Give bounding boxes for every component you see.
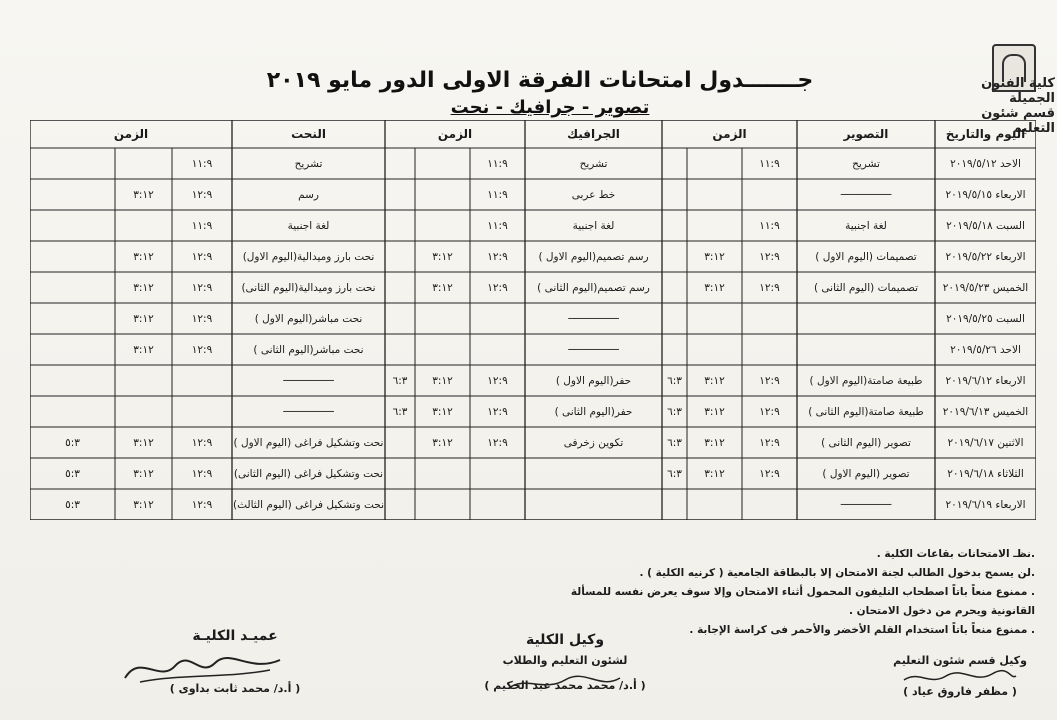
cell-sculpture-subject: لغة اجنبية <box>287 219 330 232</box>
cell-graphics-subject: رسم تصميم(اليوم الاول ) <box>538 250 649 263</box>
cell-sculpture-time <box>30 272 115 303</box>
cell-painting-subject: تصوير (اليوم الثانى ) <box>821 436 911 449</box>
cell-painting-time: ٦:٣ <box>667 374 682 387</box>
cell-painting-subject: طبيعة صامتة(اليوم الاول ) <box>809 374 923 387</box>
cell-graphics-time <box>385 272 415 303</box>
dean-title: عميـد الكليـة <box>192 628 278 644</box>
college-name: كلية الفنون الجميلة <box>981 76 1055 106</box>
cell-sculpture-subject: تشريح <box>294 157 323 170</box>
table-row-date: الخميس ٢٠١٩/٦/١٣ <box>942 405 1029 418</box>
cell-graphics-time: ١٢:٩ <box>487 405 508 418</box>
cell-painting-subject: تصوير (اليوم الاول ) <box>822 467 910 480</box>
cell-painting-time: ١٢:٩ <box>759 281 780 294</box>
cell-painting-time <box>662 148 687 179</box>
cell-graphics-time <box>385 458 415 489</box>
cell-painting-time <box>662 334 687 365</box>
cell-sculpture-time <box>30 148 115 179</box>
cell-painting-subject: طبيعة صامتة(اليوم الثانى ) <box>808 405 924 418</box>
cell-graphics-time: ٣:١٢ <box>432 281 453 294</box>
cell-painting-time <box>742 179 797 210</box>
cell-graphics-time: ١١:٩ <box>487 219 508 232</box>
cell-sculpture-time <box>30 365 115 396</box>
cell-sculpture-time <box>30 396 115 427</box>
cell-painting-time <box>742 303 797 334</box>
cell-sculpture-subject: ──────── <box>283 405 334 418</box>
cell-sculpture-time: ١٢:٩ <box>191 250 213 263</box>
table-row-date: السبت ٢٠١٩/٥/٢٥ <box>946 312 1025 325</box>
cell-graphics-subject <box>525 489 662 520</box>
cell-painting-time <box>687 303 742 334</box>
cell-graphics-time: ٦:٣ <box>392 374 408 387</box>
cell-sculpture-time: ١٢:٩ <box>191 281 213 294</box>
cell-painting-time: ٣:١٢ <box>704 467 725 480</box>
table-row-date: الاربعاء ٢٠١٩/٦/١٩ <box>945 498 1026 511</box>
cell-graphics-subject: ──────── <box>568 343 619 356</box>
cell-graphics-time: ٣:١٢ <box>432 436 453 449</box>
cell-sculpture-subject: نحت مباشر(اليوم الثانى ) <box>253 343 364 356</box>
header-date: اليوم والتاريخ <box>945 127 1026 141</box>
cell-graphics-time <box>415 210 470 241</box>
cell-sculpture-time: ٣:١٢ <box>133 250 154 263</box>
cell-graphics-time <box>415 303 470 334</box>
cell-sculpture-subject: نحت مباشر(اليوم الاول ) <box>254 312 363 325</box>
cell-painting-subject: لغة اجنبية <box>845 219 887 232</box>
table-row-date: الاحد ٢٠١٩/٥/١٢ <box>950 157 1021 170</box>
cell-graphics-subject: حفر(اليوم الاول ) <box>555 374 632 387</box>
cell-sculpture-time <box>172 365 232 396</box>
cell-sculpture-time: ١٢:٩ <box>191 467 213 480</box>
cell-sculpture-time: ١٢:٩ <box>191 436 213 449</box>
table-row-date: الاربعاء ٢٠١٩/٥/٢٢ <box>945 250 1026 263</box>
cell-graphics-time <box>415 179 470 210</box>
department-name: قسم شئون التعليم <box>981 106 1055 136</box>
cell-sculpture-time: ٣:١٢ <box>133 436 154 449</box>
cell-sculpture-time <box>115 148 172 179</box>
cell-painting-subject <box>797 334 935 365</box>
cell-painting-time: ١٢:٩ <box>759 250 780 263</box>
cell-sculpture-subject: رسم <box>298 188 319 201</box>
cell-painting-time: ١٢:٩ <box>759 467 780 480</box>
cell-graphics-time <box>415 148 470 179</box>
table-row-date: الخميس ٢٠١٩/٥/٢٣ <box>942 281 1029 294</box>
note-item: . ممنوع منعاً باتاً اصطحاب التليفون المحمول أثناء الامتحان وإلا سوف يعرض نفسه للمسألة القانونية ويحرم من دخول الامتحان . <box>570 586 1035 617</box>
cell-painting-time: ٦:٣ <box>667 436 682 449</box>
table-row-date: الاثنين ٢٠١٩/٦/١٧ <box>947 436 1024 449</box>
cell-graphics-subject: ──────── <box>568 312 619 325</box>
schedule-table <box>30 120 1036 520</box>
cell-graphics-subject: لغة اجنبية <box>572 219 615 232</box>
table-row-date: الثلاثاء ٢٠١٩/٦/١٨ <box>947 467 1024 480</box>
cell-graphics-time: ١٢:٩ <box>487 374 508 387</box>
cell-painting-time: ٣:١٢ <box>704 250 725 263</box>
cell-painting-time <box>662 179 687 210</box>
cell-sculpture-time <box>172 396 232 427</box>
cell-painting-time <box>662 272 687 303</box>
header-painting: التصوير <box>843 127 889 141</box>
vice-dean-signature-scribble <box>505 672 625 694</box>
cell-graphics-subject: تشريح <box>579 157 608 170</box>
cell-graphics-time <box>385 179 415 210</box>
cell-sculpture-time: ٥:٣ <box>65 498 80 511</box>
cell-sculpture-subject: نحت بارز وميدالية(اليوم الثانى) <box>241 281 376 294</box>
note-item: .نظـ الامتحانات بقاعات الكلية . <box>876 548 1035 560</box>
education-head-signature-scribble <box>900 668 1020 688</box>
cell-painting-time <box>742 334 797 365</box>
cell-sculpture-time <box>115 210 172 241</box>
cell-sculpture-time <box>30 334 115 365</box>
document-subtitle: تصوير - جرافيك - نحت <box>450 97 650 118</box>
cell-graphics-time: ٦:٣ <box>392 405 408 418</box>
vice-dean-name: ( أ.د/ محمد محمد عبد الحكيم ) <box>484 679 646 692</box>
cell-graphics-subject: خط عربى <box>571 188 616 201</box>
cell-sculpture-time <box>30 210 115 241</box>
cell-graphics-subject <box>525 458 662 489</box>
cell-sculpture-time: ١٢:٩ <box>191 343 213 356</box>
header-graphics: الجرافيك <box>567 127 620 141</box>
cell-painting-time: ١٢:٩ <box>759 436 780 449</box>
cell-painting-subject <box>797 303 935 334</box>
cell-painting-time: ١٢:٩ <box>759 405 780 418</box>
cell-graphics-subject: تكوين زخرفى <box>563 436 624 449</box>
dean-signature-scribble <box>120 648 290 688</box>
cell-sculpture-time: ١٢:٩ <box>191 498 213 511</box>
cell-graphics-time <box>385 241 415 272</box>
cell-painting-time <box>742 489 797 520</box>
cell-graphics-time <box>470 303 525 334</box>
cell-sculpture-time: ٣:١٢ <box>133 343 154 356</box>
cell-painting-time <box>662 303 687 334</box>
vice-dean-subtitle: لشئون التعليم والطلاب <box>502 654 628 667</box>
cell-sculpture-time <box>30 303 115 334</box>
note-item: . ممنوع منعاً باتاً استخدام القلم الأخضر والأحمر فى كراسة الإجابة . <box>689 624 1035 636</box>
cell-painting-time <box>687 179 742 210</box>
education-head-title: وكيل قسم شئون التعليم <box>893 654 1027 667</box>
cell-sculpture-subject: نحت وتشكيل فراغى (اليوم الاول ) <box>233 436 384 449</box>
cell-painting-time <box>662 241 687 272</box>
cell-graphics-time <box>385 334 415 365</box>
cell-graphics-time <box>415 334 470 365</box>
cell-painting-subject: ──────── <box>840 498 892 511</box>
cell-painting-time: ١١:٩ <box>759 219 780 232</box>
cell-painting-time: ١١:٩ <box>759 157 780 170</box>
cell-sculpture-subject: نحت وتشكيل فراغى (اليوم الثانى) <box>233 467 384 480</box>
table-row-date: السبت ٢٠١٩/٥/١٨ <box>946 219 1025 232</box>
cell-graphics-time: ١١:٩ <box>487 157 508 170</box>
cell-graphics-time <box>385 489 415 520</box>
cell-sculpture-time: ٥:٣ <box>65 467 80 480</box>
cell-sculpture-time: ٣:١٢ <box>133 498 154 511</box>
cell-sculpture-time <box>30 241 115 272</box>
cell-painting-time: ٣:١٢ <box>704 405 725 418</box>
table-row-date: الاحد ٢٠١٩/٥/٢٦ <box>950 343 1021 356</box>
cell-painting-subject: تشريح <box>852 157 880 170</box>
cell-painting-subject: ──────── <box>840 188 892 201</box>
cell-painting-time <box>687 489 742 520</box>
cell-painting-time <box>662 210 687 241</box>
notes-list <box>560 545 1035 640</box>
cell-graphics-time <box>470 489 525 520</box>
vice-dean-title: وكيل الكلية <box>525 632 605 648</box>
header-time-painting: الزمن <box>712 127 747 141</box>
cell-painting-time: ١٢:٩ <box>759 374 780 387</box>
cell-graphics-time <box>470 334 525 365</box>
cell-sculpture-time: ١١:٩ <box>191 157 213 170</box>
cell-graphics-time <box>415 458 470 489</box>
cell-sculpture-subject: نحت وتشكيل فراغى (اليوم الثالث) <box>233 498 385 511</box>
cell-graphics-time: ١٢:٩ <box>487 436 508 449</box>
cell-painting-time <box>687 148 742 179</box>
cell-sculpture-subject: ──────── <box>283 374 334 387</box>
document-title: جـــــــدول امتحانات الفرقة الاولى الدور مايو ٢٠١٩ <box>266 68 814 93</box>
header-time-sculpture: الزمن <box>113 127 149 141</box>
cell-sculpture-time: ٥:٣ <box>65 436 80 449</box>
cell-sculpture-time <box>30 179 115 210</box>
cell-sculpture-time: ٣:١٢ <box>133 188 154 201</box>
cell-graphics-time: ٣:١٢ <box>432 405 453 418</box>
education-head-name: ( مظفر فاروق عياد ) <box>903 685 1017 698</box>
cell-graphics-subject: حفر(اليوم الثانى ) <box>554 405 633 418</box>
cell-sculpture-time <box>115 396 172 427</box>
cell-graphics-time <box>415 489 470 520</box>
cell-painting-subject: تصميمات (اليوم الثانى ) <box>814 281 918 294</box>
cell-painting-time: ٣:١٢ <box>704 436 725 449</box>
cell-sculpture-time <box>115 365 172 396</box>
table-row-date: الاربعاء ٢٠١٩/٦/١٢ <box>945 374 1026 387</box>
cell-painting-time <box>687 210 742 241</box>
cell-graphics-time: ١١:٩ <box>487 188 508 201</box>
cell-sculpture-time: ١٢:٩ <box>191 312 213 325</box>
cell-sculpture-time: ٣:١٢ <box>133 467 154 480</box>
table-row-date: الاربعاء ٢٠١٩/٥/١٥ <box>945 188 1026 201</box>
cell-painting-subject: تصميمات (اليوم الاول ) <box>815 250 917 263</box>
header-sculpture: النحت <box>291 127 326 141</box>
cell-painting-time <box>687 334 742 365</box>
cell-graphics-time <box>470 458 525 489</box>
cell-graphics-time <box>385 210 415 241</box>
note-item: .لن يسمح بدخول الطالب لجنة الامتحان إلا بالبطاقة الجامعية ( كرنيه الكلية ) . <box>639 567 1035 579</box>
cell-graphics-time: ٣:١٢ <box>432 250 453 263</box>
cell-sculpture-subject: نحت بارز وميدالية(اليوم الاول) <box>242 250 375 263</box>
cell-sculpture-time: ٣:١٢ <box>133 312 154 325</box>
cell-sculpture-time: ١٢:٩ <box>191 188 213 201</box>
cell-painting-time <box>662 489 687 520</box>
header-time-graphics: الزمن <box>437 127 473 141</box>
cell-graphics-time <box>385 427 415 458</box>
cell-graphics-subject: رسم تصميم(اليوم الثانى ) <box>537 281 650 294</box>
dean-name: ( أ.د/ محمد ثابت بداوى ) <box>169 682 301 695</box>
cell-painting-time: ٣:١٢ <box>704 281 725 294</box>
cell-painting-time: ٣:١٢ <box>704 374 725 387</box>
cell-painting-time: ٦:٣ <box>667 467 682 480</box>
cell-graphics-time: ١٢:٩ <box>487 281 508 294</box>
cell-graphics-time <box>385 148 415 179</box>
cell-graphics-time: ١٢:٩ <box>487 250 508 263</box>
cell-graphics-time: ٣:١٢ <box>432 374 453 387</box>
cell-sculpture-time: ٣:١٢ <box>133 281 154 294</box>
cell-sculpture-time: ١١:٩ <box>191 219 213 232</box>
cell-graphics-time <box>385 303 415 334</box>
cell-painting-time: ٦:٣ <box>667 405 682 418</box>
